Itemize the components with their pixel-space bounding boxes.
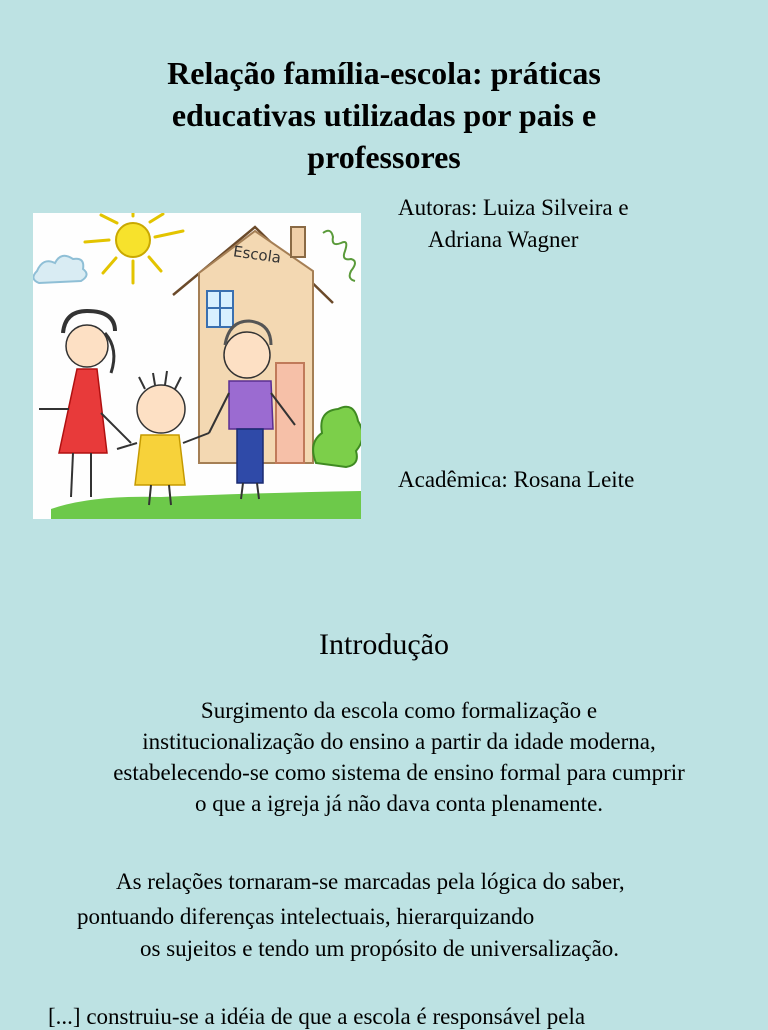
page-title	[60, 52, 708, 178]
paragraph-line: estabelecendo-se como sistema de ensino formal para cumprir	[113, 760, 685, 785]
intro-paragraph-2-line-2: pontuando diferenças intelectuais, hierarquizando	[77, 904, 535, 929]
student-name: Acadêmica: Rosana Leite	[398, 467, 635, 492]
child-drawing-image	[33, 213, 361, 519]
intro-paragraph-2-line-1: As relações tornaram-se marcadas pela lógica do saber,	[116, 869, 625, 894]
school-sign: Escola	[232, 242, 283, 267]
authors-line-1: Autoras: Luiza Silveira e	[398, 195, 629, 220]
intro-paragraph-1	[60, 695, 738, 819]
paragraph-line: institucionalização do ensino a partir da idade moderna,	[142, 729, 656, 754]
child-figure-icon	[117, 371, 209, 505]
title-line-2: educativas utilizadas por pais e	[171, 97, 597, 133]
intro-paragraph-2-line-3: os sujeitos e tendo um propósito de universalização.	[140, 936, 620, 961]
title-line-3: professores	[307, 139, 461, 175]
child-figure-icon	[39, 311, 131, 497]
authors	[398, 192, 629, 256]
paragraph-line: Surgimento da escola como formalização e	[200, 698, 598, 723]
paragraph-line: o que a igreja já não dava conta plenamente.	[194, 791, 604, 816]
authors-line-2: Adriana Wagner	[428, 227, 579, 252]
title-line-1: Relação família-escola: práticas	[167, 55, 601, 91]
sun-icon	[85, 213, 183, 283]
intro-paragraph-3: [...] construiu-se a idéia de que a escola é responsável pela	[48, 1004, 586, 1029]
intro-heading: Introdução	[319, 628, 449, 661]
cloud-icon	[33, 256, 86, 283]
